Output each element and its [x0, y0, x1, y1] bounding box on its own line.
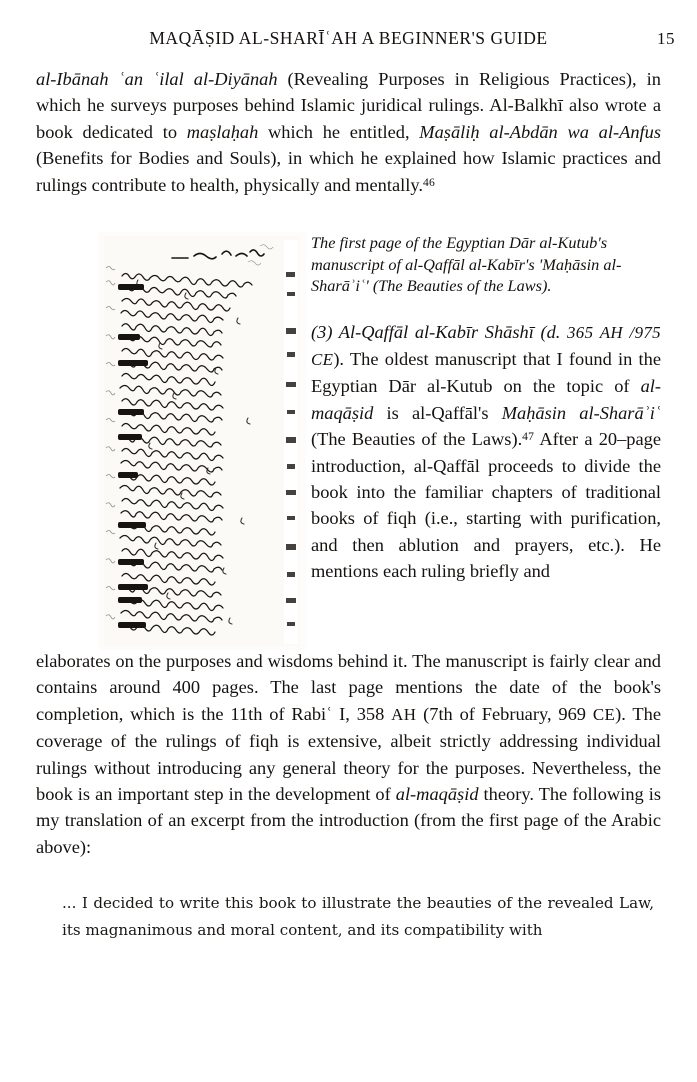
title-al-ibanah: al-Ibānah ʿan ʿilal al-Diyānah — [36, 69, 278, 89]
main-text-block — [36, 66, 661, 198]
column-text-3: (The Beauties of the Laws). — [311, 429, 523, 450]
continuation-text-4: theory. The following is my translation of an excerpt from the introduction (from the first page of the Arabic above): — [36, 784, 661, 857]
block-quote-text: ... I decided to write this book to illustrate the beauties of the revealed Law, its magnanimous and moral content, and its compatibility with — [62, 894, 654, 939]
manuscript-scan-graphic — [98, 232, 306, 650]
footnote-marker-47[interactable]: 47 — [522, 430, 535, 444]
date-ah-ce: 365 AH /975 CE — [311, 322, 661, 369]
title-masalih-al-abdan: Maṣāliḥ al-Abdān wa al-Anfus — [419, 121, 661, 142]
figure-side-column — [311, 232, 661, 585]
paragraph-text-3: (Benefits for Bodies and Souls), in which he explained how Islamic practices and rulings contribute to health, physically and mentally. — [36, 148, 661, 195]
running-head-title: MAQĀṢID AL-SHARĪʿAH A BEGINNER'S GUIDE — [149, 28, 548, 48]
paragraph-text-1: (Revealing Purposes in Religious Practices), in which he surveys purposes behind Islamic juridical rulings. Al-Balkhī also wrote a book dedicated to — [36, 69, 661, 142]
column-text-2: is al-Qaffāl's — [373, 402, 502, 423]
arabic-manuscript-figure — [98, 232, 306, 650]
title-mahasin-al-sharai: Maḥāsin al-Sharāʾiʿ — [501, 402, 661, 423]
paragraph-al-qaffal — [311, 319, 661, 585]
continuation-text-1: elaborates on the purposes and wisdoms behind it. The manuscript is fairly clear and contains around 400 pages. The last page mentions the date of the book's completion, which is the 11th of Rabiʿ I, 358 — [36, 651, 661, 724]
continuation-text-2: (7th of February, 969 — [416, 703, 593, 724]
continuation-text-3: ). The coverage of the rulings of fiqh is extensive, albeit strictly addressing individual rulings without introducing any general theory for the purposes. Nevertheless, the book is an important step in the development of — [36, 703, 661, 805]
section-heading-al-qaffal: (3) Al-Qaffāl al-Kabīr Shāshī (d. — [311, 321, 561, 342]
running-head — [0, 28, 697, 52]
term-maslahah: maṣlaḥah — [186, 121, 259, 142]
page-number: 15 — [657, 29, 675, 48]
term-al-maqasid-2: al-maqāṣid — [395, 784, 479, 805]
block-quote — [62, 890, 654, 944]
continuation-text-block — [36, 648, 661, 860]
footnote-marker-46[interactable]: 46 — [422, 175, 435, 189]
column-text-1: ). The oldest manuscript that I found in the Egyptian Dār al-Kutub on the topic of — [311, 348, 661, 397]
figure-caption: The first page of the Egyptian Dār al-Kutub's manuscript of al-Qaffāl al-Kabīr's 'Maḥāsin al-Sharāʾiʿ' (The Beauties of the Laws). — [311, 233, 622, 295]
era-ah: AH — [391, 704, 417, 724]
column-text-4: After a 20–page introduction, al-Qaffāl proceeds to divide the book into the familiar chapters of traditional books of fiqh (i.e., starting with purification, and then ablution and prayers, etc.). He mentions each ruling briefly and — [311, 429, 661, 582]
paragraph-al-ibanah — [36, 66, 661, 198]
paragraph-text-2: which he entitled, — [258, 121, 420, 142]
paragraph-continuation — [36, 648, 661, 860]
term-al-maqasid: al-maqāṣid — [311, 376, 661, 423]
era-ce: CE — [592, 704, 616, 724]
